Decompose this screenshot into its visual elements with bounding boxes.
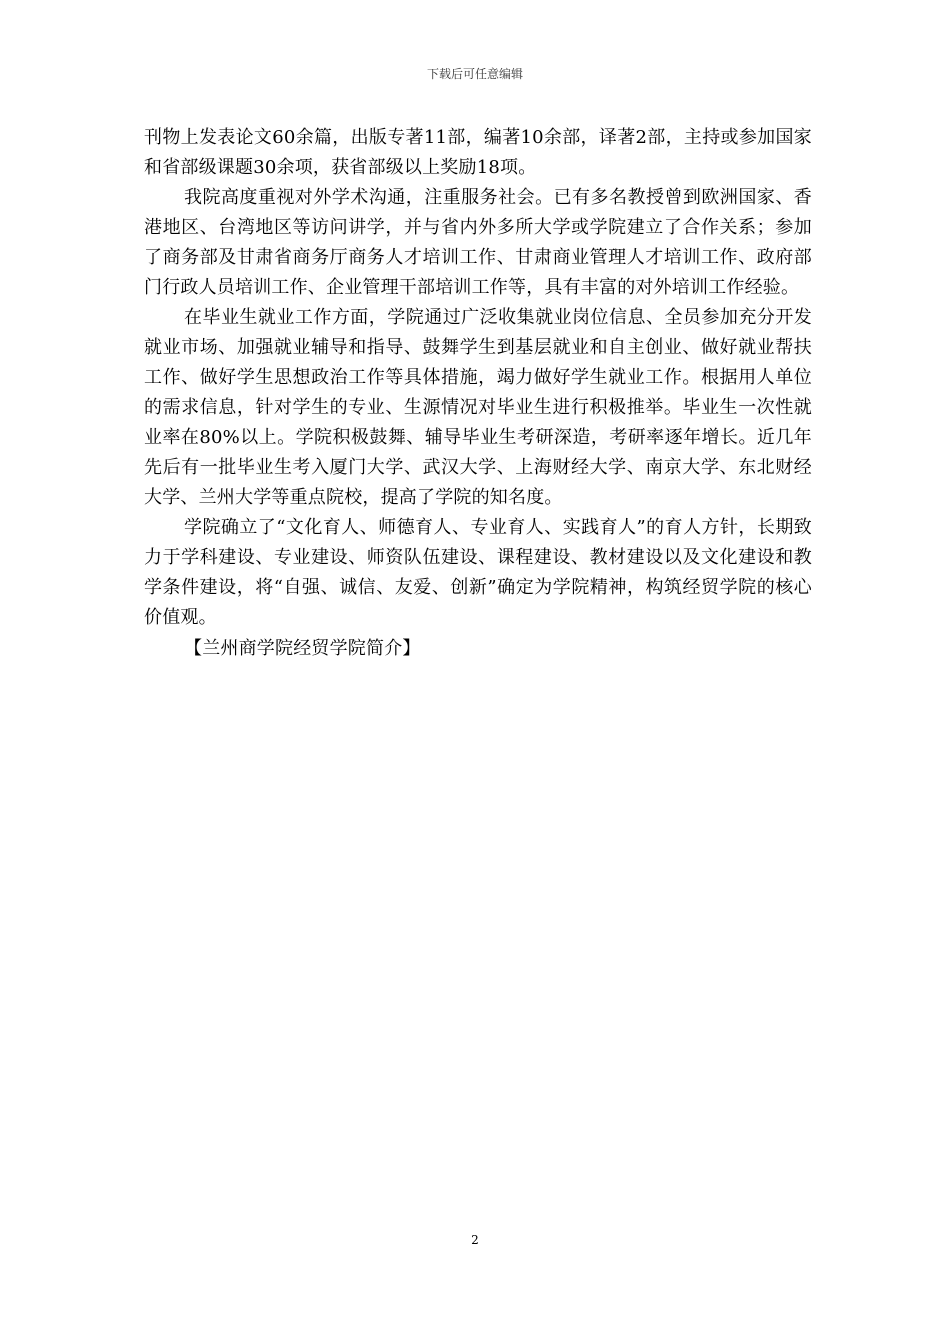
page-header: 下载后可任意编辑: [426, 67, 523, 81]
paragraph-continued: 刊物上发表论文60余篇，出版专著11部，编著10余部，译著2部，主持或参加国家和省部级课题30余项，获省部级以上奖励18项。: [144, 127, 812, 178]
section-heading: 【兰州商学院经贸学院简介】: [184, 638, 421, 659]
paragraph-education-policy: 学院确立了“文化育人、师德育人、专业育人、实践育人”的育人方针，长期致力于学科建设、专业建设、师资队伍建设、课程建设、教材建设以及文化建设和教学条件建设，将“自强、诚信、友爱、创新”确定为学院精神，构筑经贸学院的核心价值观。: [144, 517, 812, 628]
paragraph-graduate-employment: 在毕业生就业工作方面，学院通过广泛收集就业岗位信息、全员参加充分开发就业市场、加强就业辅导和指导、鼓舞学生到基层就业和自主创业、做好就业帮扶工作、做好学生思想政治工作等具体措施，竭力做好学生就业工作。根据用人单位的需求信息，针对学生的专业、生源情况对毕业生进行积极推举。毕业生一次性就业率在80%以上。学院积极鼓舞、辅导毕业生考研深造，考研率逐年增长。近几年先后有一批毕业生考入厦门大学、武汉大学、上海财经大学、南京大学、东北财经大学、兰州大学等重点院校，提高了学院的知名度。: [144, 307, 812, 508]
paragraph-external-exchange: 我院高度重视对外学术沟通，注重服务社会。已有多名教授曾到欧洲国家、香港地区、台湾地区等访问讲学，并与省内外多所大学或学院建立了合作关系；参加了商务部及甘肃省商务厅商务人才培训工作、甘肃商业管理人才培训工作、政府部门行政人员培训工作、企业管理干部培训工作等，具有丰富的对外培训工作经验。: [144, 187, 812, 298]
page-number: 2: [471, 1233, 479, 1247]
document-body: [144, 123, 812, 664]
